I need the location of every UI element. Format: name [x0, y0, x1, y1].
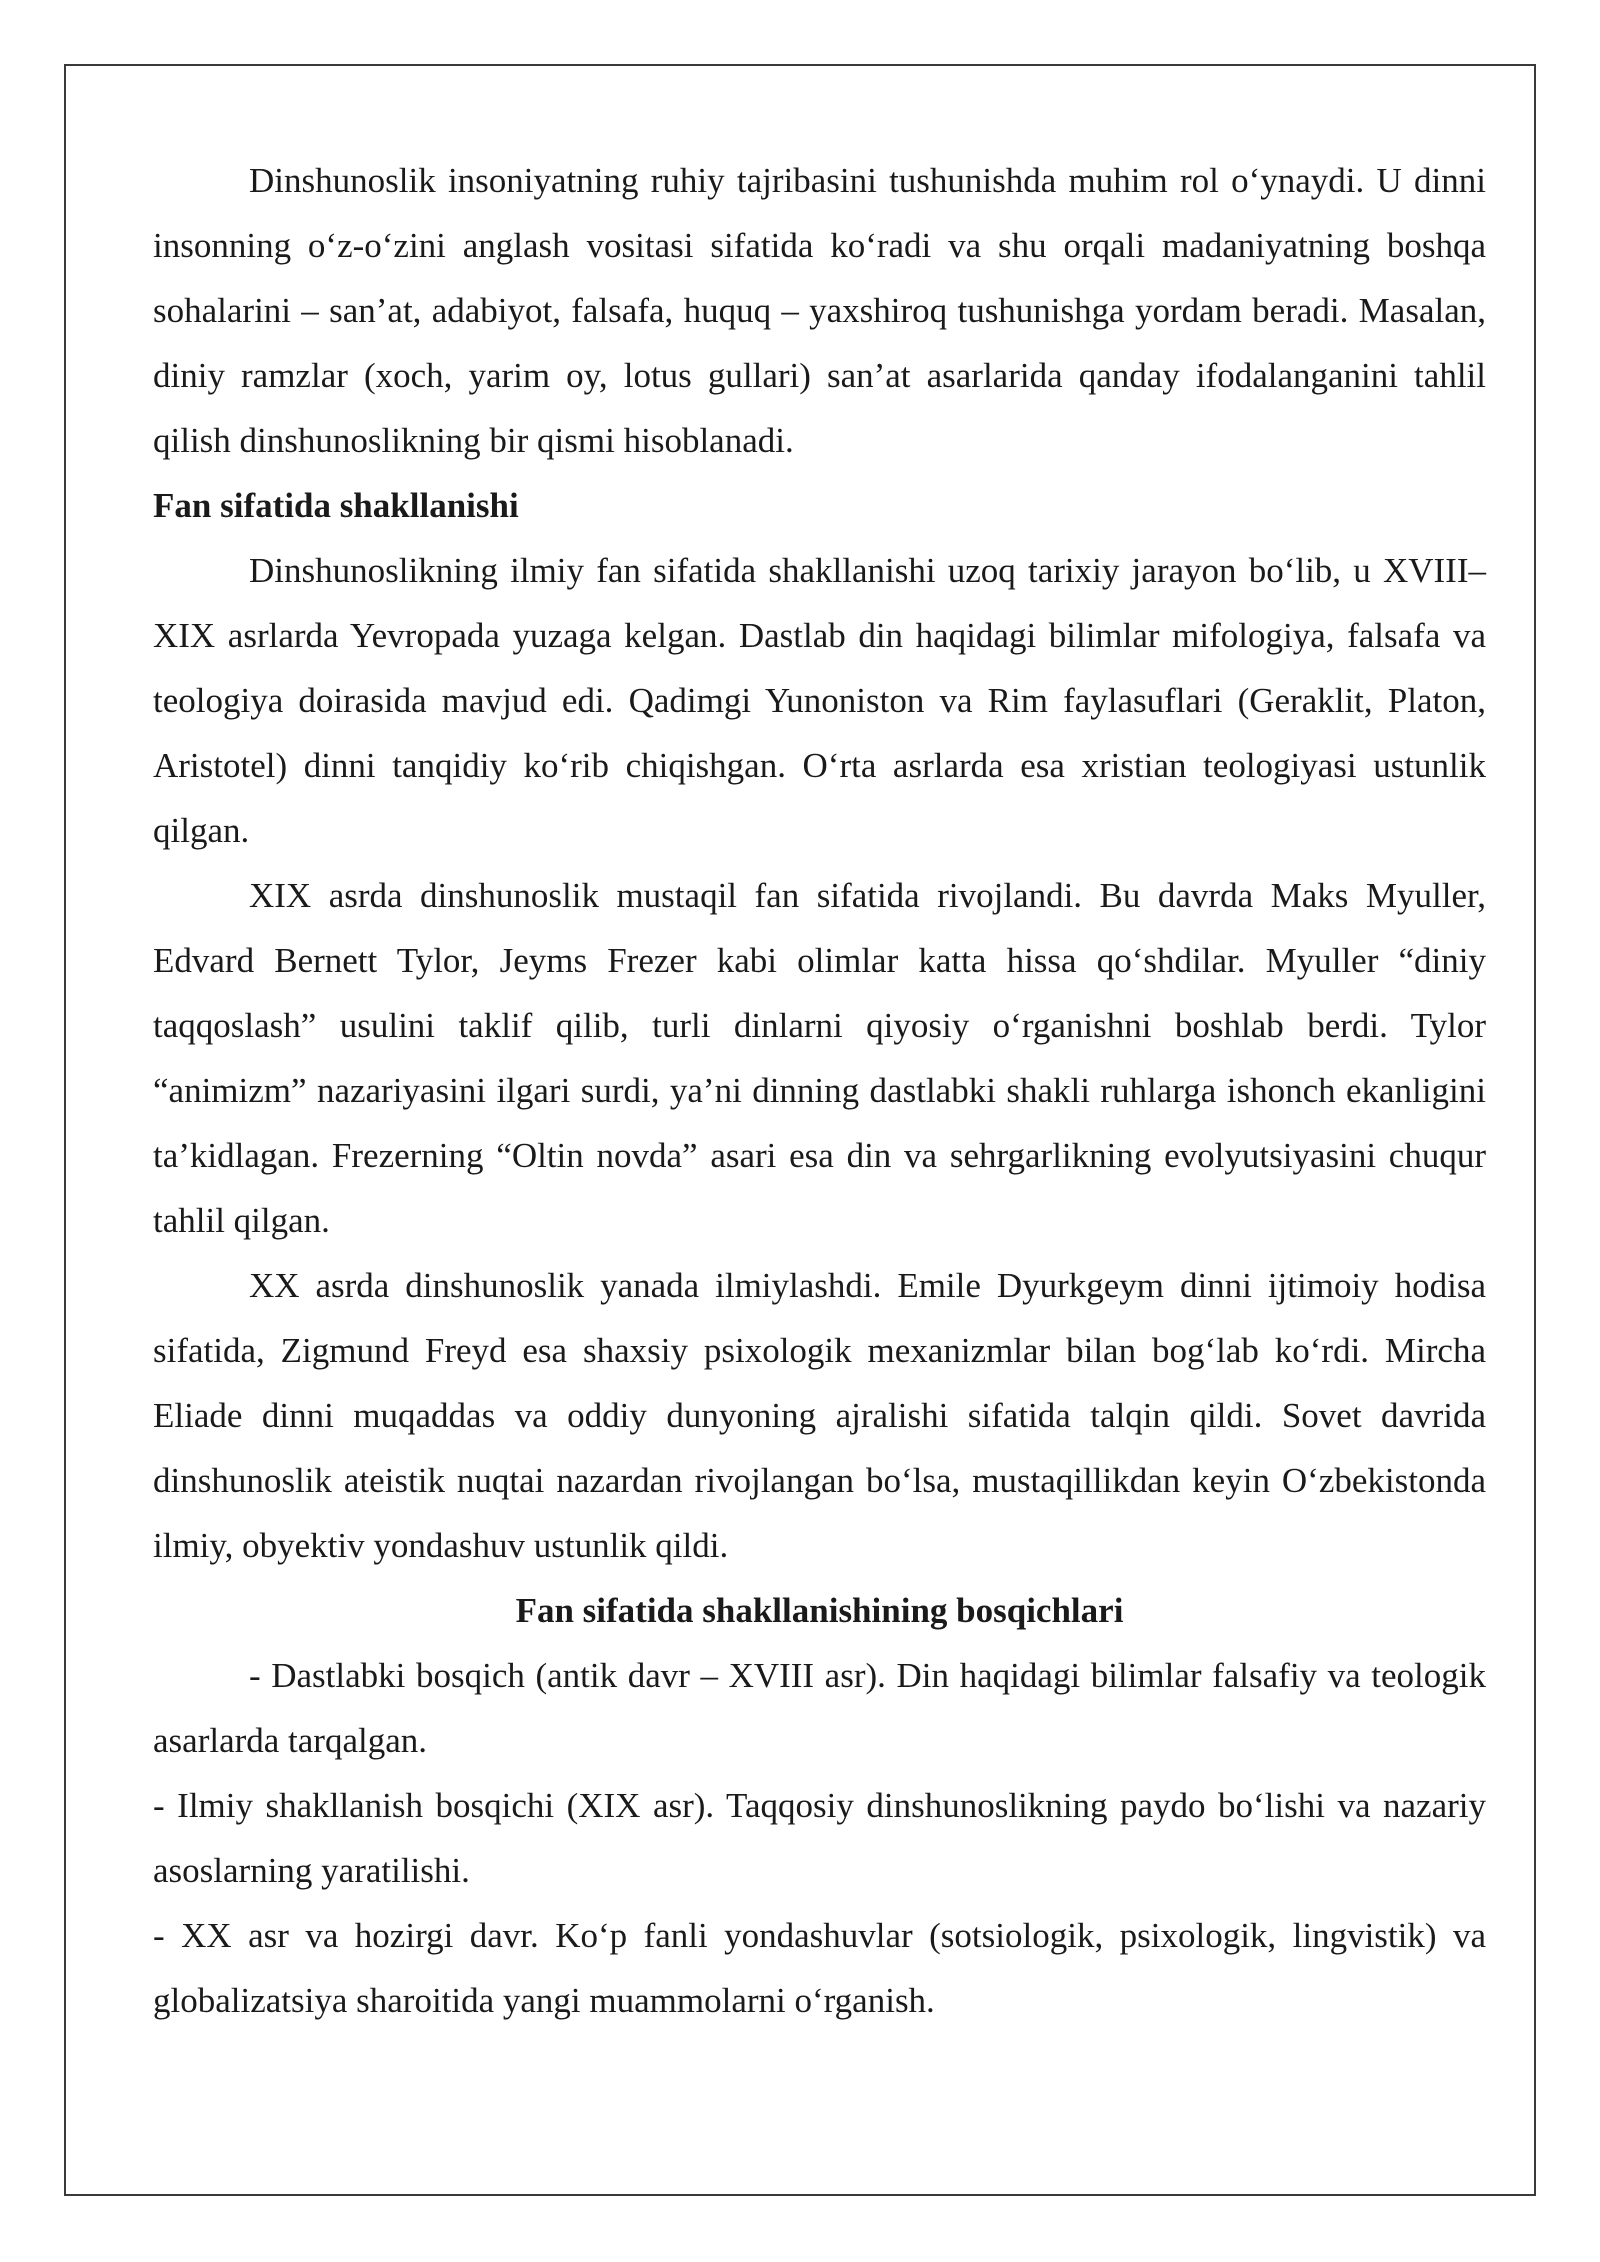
stages-heading: Fan sifatida shakllanishining bosqichlari — [515, 1591, 1124, 1630]
section-heading: Fan sifatida shakllanishi — [153, 486, 519, 525]
stage-item: - Ilmiy shakllanish bosqichi (XIX asr). Taqqosiy dinshunoslikning paydo bo‘lishi va nazariy asoslarning yaratilishi. — [153, 1786, 1486, 1890]
stage-item: - XX asr va hozirgi davr. Ko‘p fanli yondashuvlar (sotsiologik, psixologik, lingvistik) va globalizatsiya sharoitida yangi muammolarni o‘rganish. — [153, 1916, 1486, 2020]
twentieth-century-paragraph: XX asrda dinshunoslik yanada ilmiylashdi. Emile Dyurkgeym dinni ijtimoiy hodisa sifatida, Zigmund Freyd esa shaxsiy psixologik mexanizmlar bilan bog‘lab ko‘rdi. Mircha Eliade dinni muqaddas va oddiy dunyoning ajralishi sifatida talqin qildi. Sovet davrida dinshunoslik ateistik nuqtai nazardan rivojlangan bo‘lsa, mustaqillikdan keyin O‘zbekistonda ilmiy, obyektiv yondashuv ustunlik qildi. — [153, 1266, 1486, 1565]
history-paragraph: Dinshunoslikning ilmiy fan sifatida shakllanishi uzoq tarixiy jarayon bo‘lib, u XVIII–XIX asrlarda Yevropada yuzaga kelgan. Dastlab din haqidagi bilimlar mifologiya, falsafa va teologiya doirasida mavjud edi. Qadimgi Yunoniston va Rim faylasuflari (Geraklit, Platon, Aristotel) dinni tanqidiy ko‘rib chiqishgan. O‘rta asrlarda esa xristian teologiyasi ustunlik qilgan. — [153, 551, 1486, 850]
document-body — [153, 148, 1486, 2033]
intro-paragraph: Dinshunoslik insoniyatning ruhiy tajribasini tushunishda muhim rol o‘ynaydi. U dinni insonning o‘z-o‘zini anglash vositasi sifatida ko‘radi va shu orqali madaniyatning boshqa sohalarini – san’at, adabiyot, falsafa, huquq – yaxshiroq tushunishga yordam beradi. Masalan, diniy ramzlar (xoch, yarim oy, lotus gullari) san’at asarlarida qanday ifodalanganini tahlil qilish dinshunoslikning bir qismi hisoblanadi. — [153, 161, 1486, 460]
nineteenth-century-paragraph: XIX asrda dinshunoslik mustaqil fan sifatida rivojlandi. Bu davrda Maks Myuller, Edvard Bernett Tylor, Jeyms Frezer kabi olimlar katta hissa qo‘shdilar. Myuller “diniy taqqoslash” usulini taklif qilib, turli dinlarni qiyosiy o‘rganishni boshlab berdi. Tylor “animizm” nazariyasini ilgari surdi, ya’ni dinning dastlabki shakli ruhlarga ishonch ekanligini ta’kidlagan. Frezerning “Oltin novda” asari esa din va sehrgarlikning evolyutsiyasini chuqur tahlil qilgan. — [153, 876, 1486, 1240]
stage-item: - Dastlabki bosqich (antik davr – XVIII asr). Din haqidagi bilimlar falsafiy va teologik asarlarda tarqalgan. — [153, 1656, 1486, 1760]
